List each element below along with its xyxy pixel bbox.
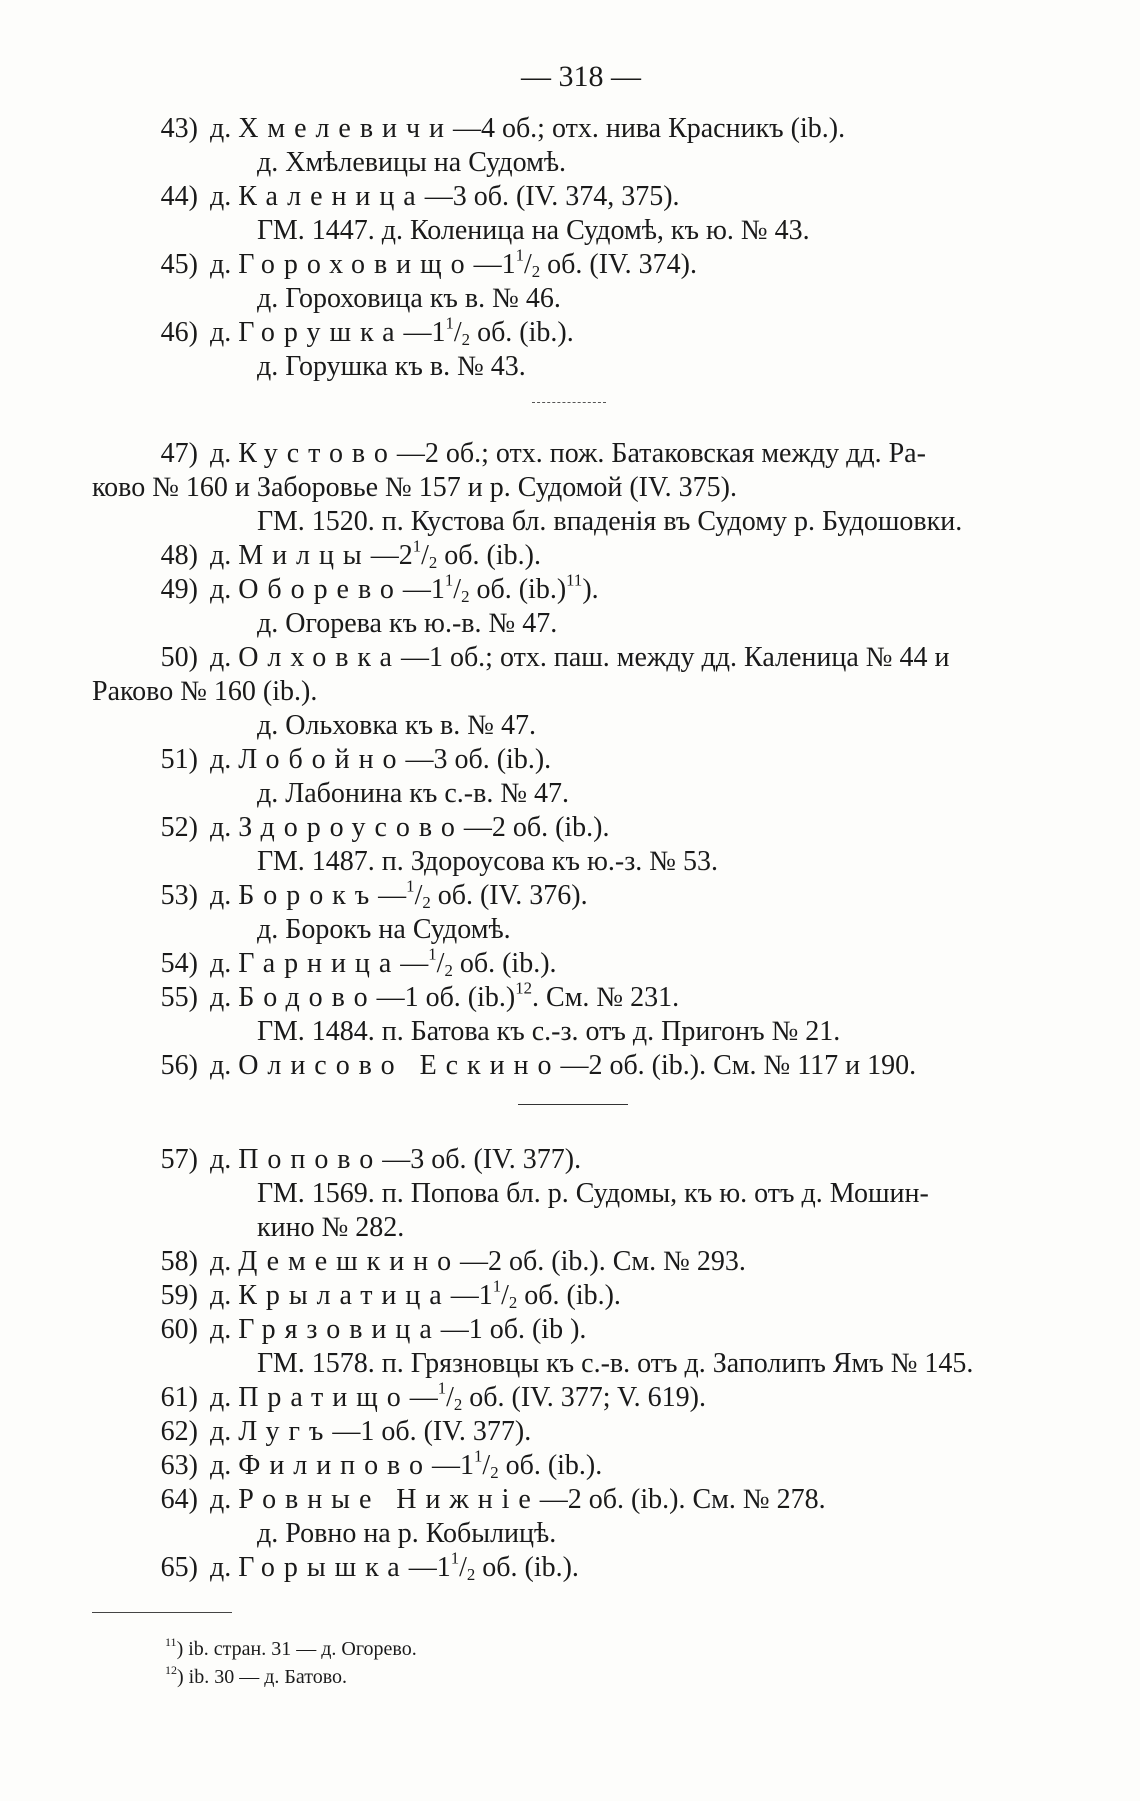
- settlement-name: Гороховищо: [238, 249, 474, 280]
- entry-details-tail: об. (ib.).: [437, 540, 541, 571]
- settlement-name: Горышка: [238, 1552, 409, 1583]
- entry-50-note: д. Ольховка къ в. № 47.: [257, 710, 536, 741]
- entry-details: —1 об. (ib.): [376, 982, 516, 1013]
- entry-44: [140, 180, 680, 214]
- entry-51-note: д. Лабонина къ с.-в. № 47.: [257, 778, 570, 809]
- entry-47-continuation: ково № 160 и Заборовье № 157 и р. Судомой (IV. 375).: [92, 472, 737, 503]
- entry-details: —2 об.; отх. пож. Батаковская между дд. Ра-: [396, 438, 926, 469]
- footnote-reference[interactable]: 11: [566, 570, 583, 590]
- settlement-type: д.: [210, 1552, 232, 1583]
- settlement-type: д.: [210, 1314, 232, 1345]
- entry-63: 63) д. $Филипово—1^1/_2$ об. (ib.).: [140, 1449, 602, 1483]
- fraction-numerator: 1: [406, 876, 415, 896]
- entry-number: 50): [160, 642, 198, 673]
- entry-number: 65): [160, 1552, 198, 1583]
- fraction-numerator: 1: [412, 536, 422, 556]
- settlement-type: д.: [210, 982, 232, 1013]
- fraction-numerator: 1: [444, 570, 454, 590]
- settlement-type: д.: [210, 642, 232, 673]
- entry-details: —2 об. (ib.). См. № 293.: [460, 1246, 746, 1277]
- entry-details-end: ).: [582, 574, 599, 605]
- settlement-type: д.: [210, 1246, 232, 1277]
- entry-59: 59) д. $Крылатица—1^1/_2$ об. (ib.).: [140, 1279, 621, 1313]
- entry-43: [140, 112, 845, 146]
- entry-45: 45) д. $Гороховищо—1^1/_2$ об. (IV. 374).: [140, 248, 697, 282]
- entry-number: 58): [160, 1246, 198, 1277]
- entry-number: 45): [160, 249, 198, 280]
- settlement-type: д.: [210, 181, 232, 212]
- entry-number: 51): [160, 744, 198, 775]
- entry-details: —1: [473, 249, 516, 280]
- settlement-type: д.: [210, 317, 232, 348]
- entry-number: 54): [160, 948, 198, 979]
- fraction-denominator: 2: [428, 553, 438, 573]
- settlement-type: д.: [210, 1280, 232, 1311]
- entry-53-note: д. Борокъ на Судомѣ.: [257, 914, 511, 945]
- entry-48: 48) д. $Милцы—2^1/_2$ об. (ib.).: [140, 539, 541, 573]
- settlement-name: Бодово: [238, 982, 377, 1013]
- settlement-name: Филипово: [238, 1450, 433, 1481]
- settlement-name: Лугъ: [238, 1416, 333, 1447]
- footnote-12: $^{12}$) ib. 30 — д. Батово.: [165, 1663, 348, 1688]
- entry-number: 64): [160, 1484, 198, 1515]
- settlement-name: Хмелевичи: [238, 113, 453, 144]
- entry-number: 55): [160, 982, 198, 1013]
- entry-details-tail: об. (ib.).: [475, 1552, 579, 1583]
- entry-47-note: ГМ. 1520. п. Кустова бл. впаденія въ Судому р. Будошовки.: [257, 506, 963, 537]
- entry-53: 53) д. $Борокъ—^1/_2$ об. (IV. 376).: [140, 879, 588, 913]
- entry-number: 56): [160, 1050, 198, 1081]
- entry-details: —2 об. (ib.). См. № 117 и 190.: [560, 1050, 917, 1081]
- entry-details-tail: об. (IV. 377; V. 619).: [462, 1382, 706, 1413]
- settlement-name: Демешкино: [238, 1246, 461, 1277]
- footnote-separator: [92, 1612, 232, 1613]
- settlement-type: д.: [210, 948, 232, 979]
- entry-number: 52): [160, 812, 198, 843]
- settlement-name: Каленица: [238, 181, 425, 212]
- fraction-denominator: 2: [461, 587, 470, 607]
- entry-details-tail: об. (ib.).: [498, 1450, 603, 1481]
- entry-58: [140, 1245, 746, 1279]
- entry-45-note: д. Гороховица къ в. № 46.: [257, 283, 561, 314]
- entry-number: 46): [160, 317, 198, 348]
- entry-details-tail: об. (IV. 376).: [430, 880, 588, 911]
- entry-60: [140, 1313, 586, 1347]
- entry-56: [140, 1049, 916, 1083]
- fraction-denominator: 2: [444, 961, 453, 981]
- entry-details: —: [409, 1382, 438, 1413]
- entry-details: —1 об.; отх. паш. между дд. Каленица № 44 и: [400, 642, 950, 673]
- fraction-denominator: 2: [508, 1293, 518, 1313]
- settlement-type: д.: [210, 1416, 232, 1447]
- entry-55: [140, 978, 680, 1015]
- fraction-numerator: 1: [450, 1548, 460, 1568]
- entry-details: —1 об. (IV. 377).: [332, 1416, 532, 1447]
- entry-details: —3 об. (ib.).: [405, 744, 552, 775]
- entry-details: —1: [402, 574, 445, 605]
- section-divider: [532, 402, 606, 403]
- settlement-type: д.: [210, 1484, 232, 1515]
- entry-details: —2 об. (ib.). См. № 278.: [539, 1484, 826, 1515]
- entry-50: [140, 641, 950, 675]
- footnote-text: ib. 30 — д. Батово.: [188, 1666, 348, 1688]
- settlement-type: д.: [210, 438, 232, 469]
- entry-50-continuation: Раково № 160 (ib.).: [92, 676, 318, 707]
- settlement-name: Крылатица: [238, 1280, 451, 1311]
- entry-details: —1: [403, 317, 446, 348]
- settlement-type: д.: [210, 1382, 232, 1413]
- settlement-name: Кустово: [238, 438, 397, 469]
- page-number: — 318 —: [521, 60, 641, 93]
- entry-details-tail: об. (ib.).: [470, 317, 574, 348]
- settlement-name: Гарница: [238, 948, 401, 979]
- entry-number: 63): [160, 1450, 198, 1481]
- fraction-numerator: 1: [437, 1378, 447, 1398]
- fraction-denominator: 2: [461, 330, 471, 350]
- entry-number: 57): [160, 1144, 198, 1175]
- entry-details: —2: [370, 540, 413, 571]
- entry-details-tail: об. (ib.).: [517, 1280, 621, 1311]
- entry-44-note: ГМ. 1447. д. Коленица на Судомѣ, къ ю. № 43.: [257, 215, 810, 246]
- settlement-name: Горушка: [238, 317, 404, 348]
- footnote-mark: 12: [165, 1663, 177, 1677]
- entry-47: [140, 437, 926, 471]
- footnote-text: ib. стран. 31 — д. Огорево.: [188, 1638, 417, 1660]
- entry-57-note-continuation: кино № 282.: [257, 1212, 405, 1243]
- entry-57: [140, 1143, 581, 1177]
- settlement-type: д.: [210, 1144, 232, 1175]
- entry-number: 60): [160, 1314, 198, 1345]
- settlement-name: Попово: [238, 1144, 383, 1175]
- entry-number: 62): [160, 1416, 198, 1447]
- entry-details: —1 об. (ib ).: [440, 1314, 587, 1345]
- footnote-11: $^{11}$) ib. стран. 31 — д. Огорево.: [165, 1635, 417, 1660]
- entry-details: —1: [432, 1450, 475, 1481]
- entry-number: 59): [160, 1280, 198, 1311]
- footnote-reference[interactable]: 12: [515, 978, 533, 998]
- entry-number: 53): [160, 880, 198, 911]
- settlement-name: Оборево: [238, 574, 403, 605]
- entry-details: —1: [408, 1552, 451, 1583]
- entry-details: —3 об. (IV. 374, 375).: [424, 181, 680, 212]
- fraction-numerator: 1: [492, 1276, 502, 1296]
- entry-details-tail: об. (ib.): [469, 574, 567, 605]
- fraction-numerator: 1: [445, 313, 454, 333]
- settlement-name: Пратищо: [238, 1382, 410, 1413]
- settlement-name: Олисово Ескино: [238, 1050, 561, 1081]
- fraction-denominator: 2: [466, 1565, 476, 1585]
- entry-49-note: д. Огорева къ ю.-в. № 47.: [257, 608, 558, 639]
- entry-62: [140, 1415, 531, 1449]
- settlement-name: Грязовица: [238, 1314, 441, 1345]
- entry-52-note: ГМ. 1487. п. Здороусова къ ю.-з. № 53.: [257, 846, 719, 877]
- entry-details: —1: [450, 1280, 493, 1311]
- entry-49: 49) д. $Оборево—1^1/_2$ об. $(ib.)^{11}$).: [140, 573, 599, 607]
- entry-number: 49): [160, 574, 198, 605]
- entry-65: 65) д. $Горышка—1^1/_2$ об. (ib.).: [140, 1551, 579, 1585]
- entry-number: 61): [160, 1382, 198, 1413]
- fraction-numerator: 1: [428, 944, 437, 964]
- fraction-denominator: 2: [422, 893, 431, 913]
- footnote-mark: 11: [165, 1635, 177, 1649]
- settlement-name: Здороусово: [238, 812, 464, 843]
- entry-details: —4 об.; отх. нива Красникъ (ib.).: [452, 113, 846, 144]
- entry-57-note: ГМ. 1569. п. Попова бл. р. Судомы, къ ю. отъ д. Мошин-: [257, 1178, 929, 1209]
- settlement-type: д.: [210, 812, 232, 843]
- entry-64-note: д. Ровно на р. Кобылицѣ.: [257, 1518, 557, 1549]
- entry-number: 47): [160, 438, 198, 469]
- entry-61: 61) д. $Пратищо—^1/_2$ об. (IV. 377; V. 619).: [140, 1381, 706, 1415]
- entry-details-tail: об. (ib.).: [452, 948, 557, 979]
- entry-43-note: д. Хмѣлевицы на Судомѣ.: [257, 147, 567, 178]
- entry-details: —2 об. (ib.).: [463, 812, 610, 843]
- settlement-type: д.: [210, 880, 232, 911]
- settlement-type: д.: [210, 249, 232, 280]
- entry-details-end: . См. № 231.: [532, 982, 680, 1013]
- settlement-name: Лобойно: [238, 744, 406, 775]
- fraction-denominator: 2: [453, 1395, 463, 1415]
- section-divider: [518, 1104, 628, 1105]
- entry-number: 43): [160, 113, 198, 144]
- entry-60-note: ГМ. 1578. п. Грязновцы къ с.-в. отъ д. Заполипъ Ямъ № 145.: [257, 1348, 974, 1379]
- entry-46: 46) д. $Горушка—1^1/_2$ об. (ib.).: [140, 316, 574, 350]
- settlement-type: д.: [210, 574, 232, 605]
- entry-54: 54) д. $Гарница—^1/_2$ об. (ib.).: [140, 947, 557, 981]
- entry-number: 48): [160, 540, 198, 571]
- entry-number: 44): [160, 181, 198, 212]
- settlement-type: д.: [210, 1050, 232, 1081]
- entry-51: [140, 743, 551, 777]
- entry-details: —: [378, 880, 407, 911]
- entry-55-note: ГМ. 1484. п. Батова къ с.-з. отъ д. Пригонъ № 21.: [257, 1016, 841, 1047]
- settlement-name: Борокъ: [238, 880, 379, 911]
- settlement-name: Олховка: [238, 642, 401, 673]
- settlement-type: д.: [210, 540, 232, 571]
- settlement-name: Ровные Нижніе: [238, 1484, 540, 1515]
- entry-details: —: [400, 948, 429, 979]
- settlement-name: Милцы: [238, 540, 371, 571]
- fraction-denominator: 2: [531, 262, 541, 282]
- settlement-type: д.: [210, 113, 232, 144]
- entry-52: [140, 811, 610, 845]
- settlement-type: д.: [210, 744, 232, 775]
- entry-details-tail: об. (IV. 374).: [540, 249, 697, 280]
- entry-46-note: д. Горушка къ в. № 43.: [257, 351, 526, 382]
- fraction-denominator: 2: [490, 1463, 499, 1483]
- entry-64: [140, 1483, 826, 1517]
- entry-details: —3 об. (IV. 377).: [382, 1144, 582, 1175]
- fraction-numerator: 1: [474, 1446, 483, 1466]
- fraction-numerator: 1: [515, 245, 524, 265]
- settlement-type: д.: [210, 1450, 232, 1481]
